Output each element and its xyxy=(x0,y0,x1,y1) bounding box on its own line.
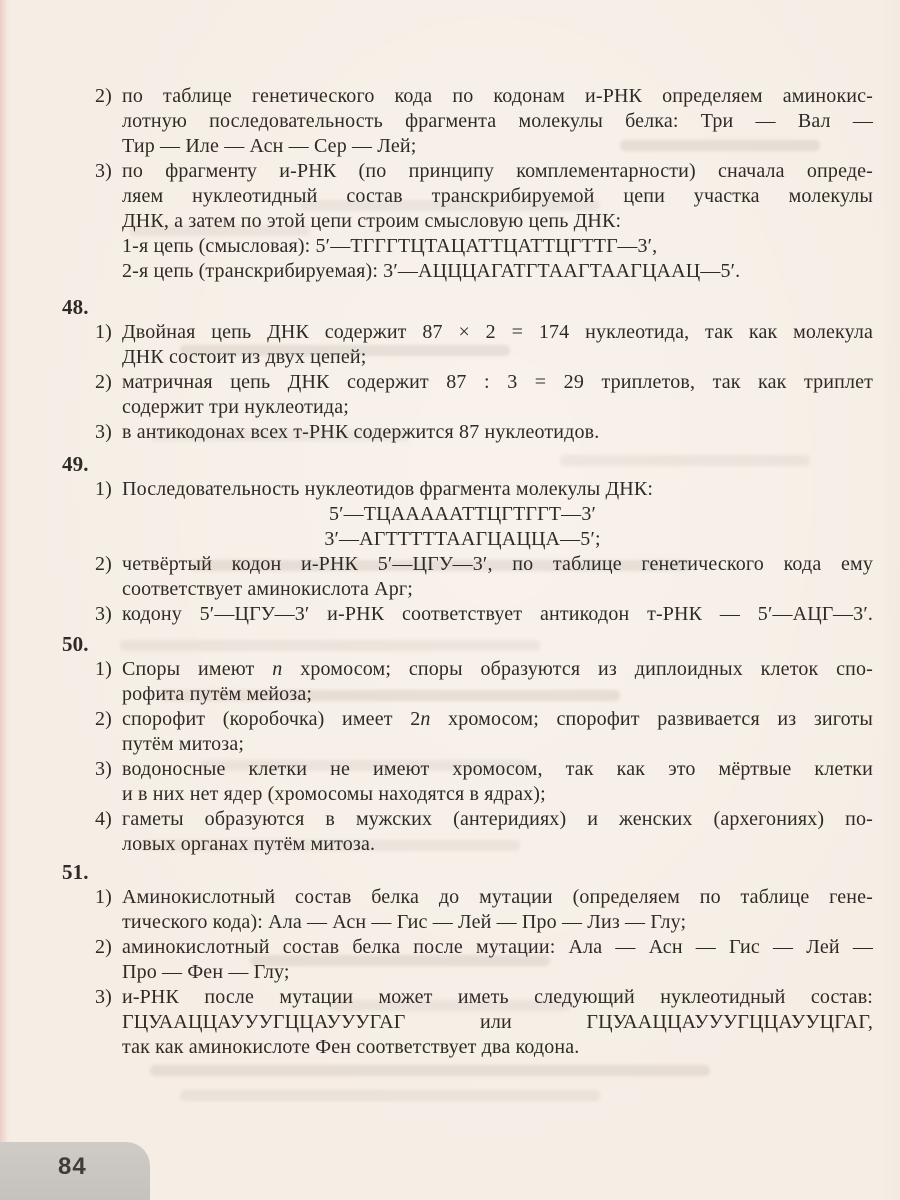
answer-section-48 xyxy=(62,295,873,445)
answer-item-2 xyxy=(95,707,873,757)
answer-line: и в них нет ядер (хромосомы находятся в ядрах); xyxy=(122,783,546,805)
bleed-mark xyxy=(180,1090,600,1101)
answer-line: Последовательность нуклеотидов фрагмента молекулы ДНК: xyxy=(122,478,654,500)
answer-line: Тир — Иле — Асн — Сер — Лей; xyxy=(122,135,417,157)
bleed-mark xyxy=(150,1065,710,1076)
answer-line: по таблице генетического кода по кодонам и-РНК определяем аминокис- xyxy=(122,85,873,107)
item-marker: 3) xyxy=(95,603,112,625)
item-marker: 2) xyxy=(95,85,112,107)
answer-item-2 xyxy=(95,84,873,159)
item-marker: 2) xyxy=(95,936,112,958)
answer-section-51 xyxy=(62,860,873,1060)
answer-line xyxy=(122,707,873,732)
answer-item-1 xyxy=(95,885,873,935)
answer-line: лотную последовательность фрагмента молекулы белка: Три — Вал — xyxy=(122,110,873,132)
item-marker: 3) xyxy=(95,421,112,443)
italic-symbol: n xyxy=(420,708,431,730)
item-marker: 1) xyxy=(95,321,112,343)
answer-line: ловых органах путём митоза. xyxy=(122,833,376,855)
answer-line: ДНК состоит из двух цепей; xyxy=(122,346,367,368)
answer-section-49 xyxy=(62,452,873,627)
dna-sequence-line: 3′—АГТТТТТААГЦАЦЦА—5′; xyxy=(324,528,601,550)
answer-line: Двойная цепь ДНК содержит 87 × 2 = 174 нуклеотида, так как молекула xyxy=(122,321,873,343)
italic-symbol: n xyxy=(272,658,283,680)
item-marker: 3) xyxy=(95,160,112,182)
answer-item-2 xyxy=(95,552,873,602)
answer-line: Аминокислотный состав белка до мутации (определяем по таблице гене- xyxy=(122,886,873,908)
item-marker: 1) xyxy=(95,478,112,500)
answer-item-3 xyxy=(95,757,873,807)
answer-line: рофита путём мейоза; xyxy=(122,683,313,705)
answer-section-50 xyxy=(62,632,873,857)
answer-line: путём митоза; xyxy=(122,733,245,755)
item-marker: 1) xyxy=(95,658,112,680)
rna-sequence-line: ГЦУААЦЦАУУУГЦЦАУУУГАГ или ГЦУААЦЦАУУУГЦЦАУУЦГАГ, xyxy=(122,1011,873,1033)
answer-line: матричная цепь ДНК содержит 87 : 3 = 29 триплетов, так как триплет xyxy=(122,371,873,393)
line-part: хромосом; спорофит развивается из зиготы xyxy=(430,708,873,730)
item-marker: 2) xyxy=(95,371,112,393)
answer-line: аминокислотный состав белка после мутации: Ала — Асн — Гис — Лей — xyxy=(122,936,873,958)
answer-line: по фрагменту и-РНК (по принципу комплементарности) сначала опреде- xyxy=(122,160,873,182)
dna-sequence-line: 5′—ТЦАААААТТЦГТГГТ—3′ xyxy=(328,503,597,525)
item-marker: 2) xyxy=(95,708,112,730)
section-number: 49. xyxy=(62,452,89,476)
line-part: Споры имеют xyxy=(122,658,273,680)
answer-item-1 xyxy=(95,657,873,707)
answer-item-3 xyxy=(95,602,873,627)
item-marker: 1) xyxy=(95,886,112,908)
dna-strand-line: 2-я цепь (транскрибируемая): 3′—АЦЦЦАГАТГТААГТААГЦААЦ—5′. xyxy=(122,260,741,282)
page-number: 84 xyxy=(58,1153,87,1180)
section-number: 50. xyxy=(62,632,89,656)
answer-line: ДНК, а затем по этой цепи строим смысловую цепь ДНК: xyxy=(122,210,622,232)
answer-line: кодону 5′—ЦГУ—3′ и-РНК соответствует антикодон т-РНК — 5′—АЦГ—3′. xyxy=(122,603,873,625)
answer-item-3 xyxy=(95,985,873,1060)
dna-strand-line: 1-я цепь (смысловая): 5′—ТГГГТЦТАЦАТТЦАТТЦГТТГ—3′, xyxy=(122,235,658,257)
answer-line: так как аминокислоте Фен соответствует два кодона. xyxy=(122,1036,580,1058)
answer-line: Про — Фен — Глу; xyxy=(122,961,290,983)
answer-line: в антикодонах всех т-РНК содержится 87 нуклеотидов. xyxy=(122,421,600,443)
answer-line: водоносные клетки не имеют хромосом, так как это мёртвые клетки xyxy=(122,758,873,780)
answer-continuation xyxy=(95,84,873,284)
line-part: хромосом; споры образуются из диплоидных клеток спо- xyxy=(282,658,873,680)
answer-item-2 xyxy=(95,370,873,420)
section-number: 48. xyxy=(62,295,89,319)
answer-item-1 xyxy=(95,477,873,552)
item-marker: 3) xyxy=(95,986,112,1008)
answer-line: и-РНК после мутации может иметь следующий нуклеотидный состав: xyxy=(122,986,873,1008)
answer-line: содержит три нуклеотида; xyxy=(122,396,349,418)
answer-line: гаметы образуются в мужских (антеридиях) и женских (архегониях) по- xyxy=(122,808,873,830)
item-marker: 2) xyxy=(95,553,112,575)
answer-item-3 xyxy=(95,420,873,445)
page-text-column xyxy=(62,84,873,1060)
answer-line: тического кода): Ала — Асн — Гис — Лей — Про — Лиз — Глу; xyxy=(122,911,687,933)
page-number-tab xyxy=(0,1142,150,1200)
item-marker: 4) xyxy=(95,808,112,830)
answer-line: четвёртый кодон и-РНК 5′—ЦГУ—3′, по таблице генетического кода ему xyxy=(122,553,873,575)
answer-line xyxy=(122,657,873,682)
answer-item-4 xyxy=(95,807,873,857)
item-marker: 3) xyxy=(95,758,112,780)
answer-item-3 xyxy=(95,159,873,284)
answer-line: соответствует аминокислота Арг; xyxy=(122,578,413,600)
page-left-edge-tint xyxy=(0,0,8,1200)
section-number: 51. xyxy=(62,860,89,884)
line-part: спорофит (коробочка) имеет 2 xyxy=(122,708,421,730)
answer-item-1 xyxy=(95,320,873,370)
answer-item-2 xyxy=(95,935,873,985)
answer-line: ляем нуклеотидный состав транскрибируемой цепи участка молекулы xyxy=(122,185,873,207)
